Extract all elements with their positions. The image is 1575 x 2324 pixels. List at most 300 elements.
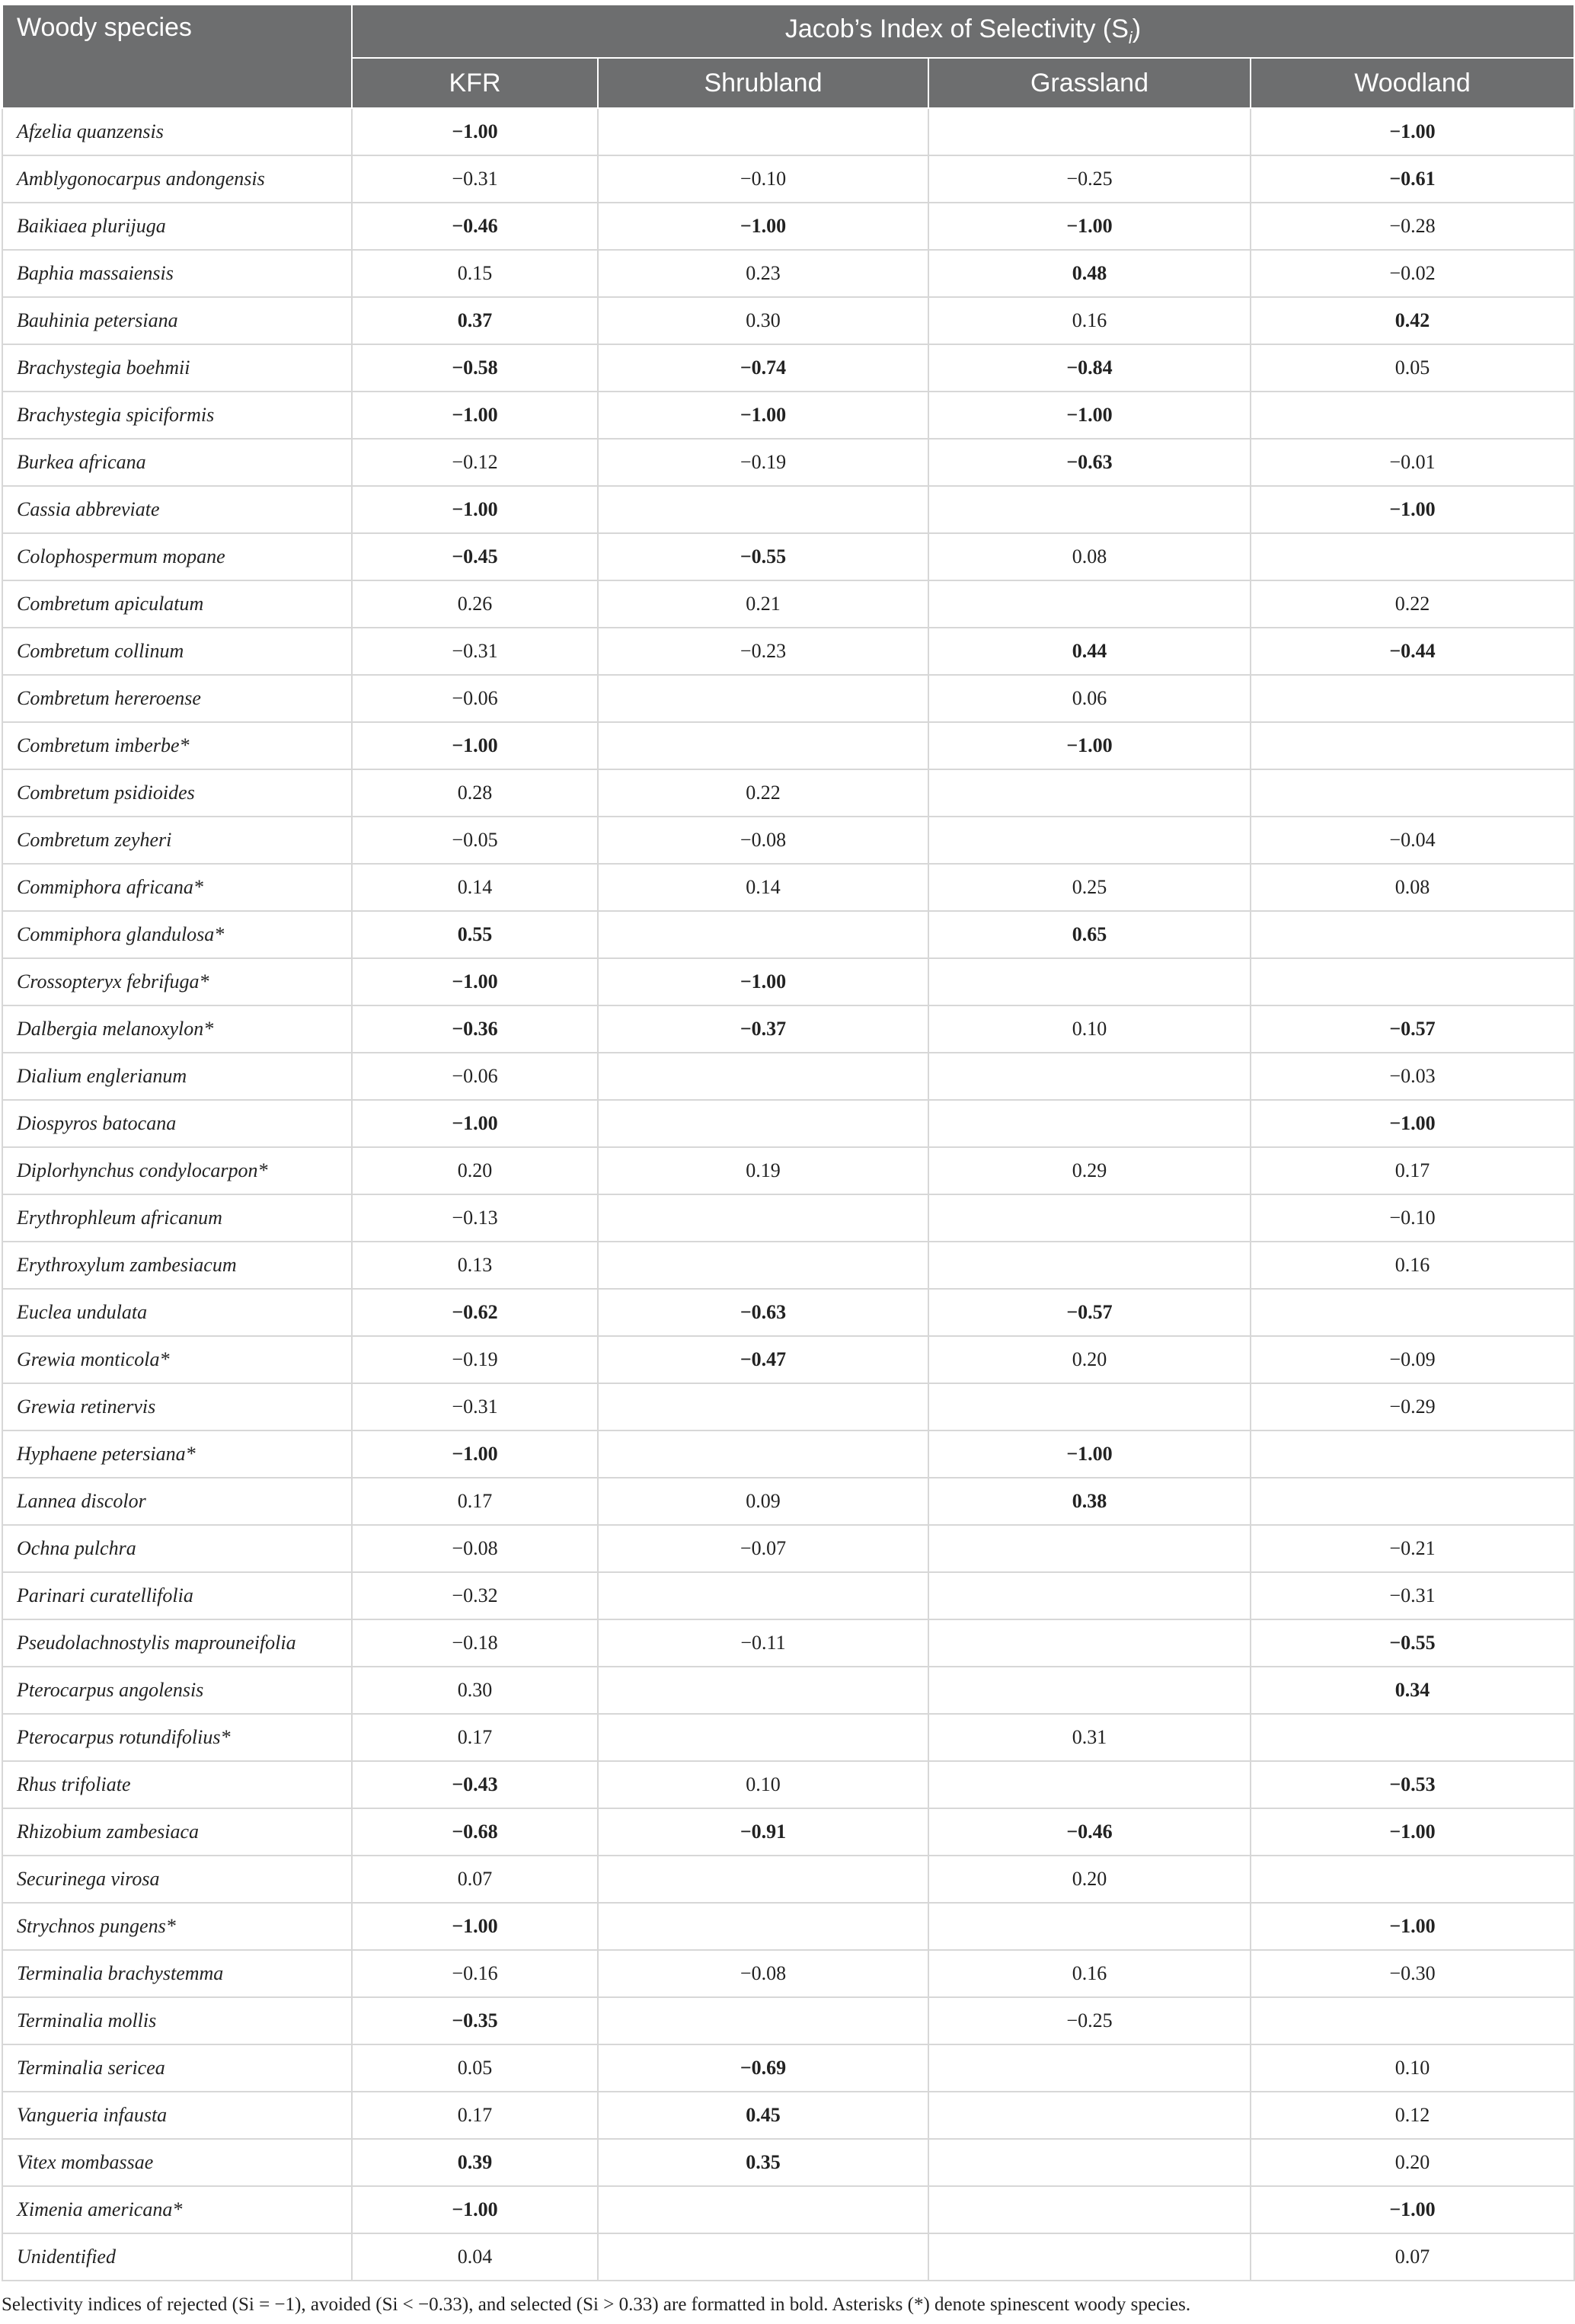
cell-grassland — [928, 392, 1251, 439]
cell-woodland — [1251, 1431, 1574, 1478]
value-shrubland: −0.19 — [740, 451, 787, 473]
cell-woodland — [1251, 1667, 1574, 1714]
value-kfr: −0.32 — [452, 1584, 498, 1606]
species-name: Hyphaene petersiana* — [2, 1431, 352, 1478]
cell-woodland — [1251, 533, 1574, 580]
cell-woodland — [1251, 1194, 1574, 1242]
cell-woodland — [1251, 439, 1574, 486]
cell-woodland — [1251, 392, 1574, 439]
species-name: Baphia massaiensis — [2, 250, 352, 297]
value-woodland: 0.17 — [1394, 1159, 1430, 1181]
cell-woodland — [1251, 722, 1574, 769]
cell-grassland — [928, 250, 1251, 297]
value-kfr: −0.16 — [452, 1962, 498, 1984]
value-grassland: 0.16 — [1072, 309, 1107, 331]
value-kfr: 0.07 — [457, 1868, 493, 1890]
value-woodland: −0.10 — [1389, 1207, 1436, 1229]
cell-grassland — [928, 1005, 1251, 1053]
value-kfr: −0.08 — [452, 1537, 498, 1559]
cell-woodland — [1251, 155, 1574, 203]
cell-kfr — [352, 628, 598, 675]
value-kfr: 0.39 — [457, 2151, 493, 2173]
value-woodland: −1.00 — [1389, 120, 1436, 142]
species-name: Brachystegia spiciformis — [2, 392, 352, 439]
table-row — [2, 817, 1574, 864]
value-woodland: 0.07 — [1394, 2246, 1430, 2268]
cell-grassland — [928, 1336, 1251, 1383]
value-kfr: 0.20 — [457, 1159, 493, 1181]
species-name: Ximenia americana* — [2, 2186, 352, 2233]
value-shrubland: −0.37 — [740, 1018, 787, 1040]
cell-kfr — [352, 1289, 598, 1336]
index-group-subscript: i — [1128, 27, 1133, 47]
cell-grassland — [928, 1997, 1251, 2044]
cell-shrubland — [598, 392, 928, 439]
table-row — [2, 297, 1574, 344]
table-row — [2, 2092, 1574, 2139]
value-woodland: −0.53 — [1389, 1773, 1436, 1795]
cell-kfr — [352, 203, 598, 250]
cell-woodland — [1251, 2186, 1574, 2233]
value-shrubland: 0.30 — [746, 309, 781, 331]
table-row — [2, 2044, 1574, 2092]
value-kfr: −1.00 — [452, 1915, 498, 1937]
cell-woodland — [1251, 1761, 1574, 1808]
cell-kfr — [352, 297, 598, 344]
value-woodland: 0.08 — [1394, 876, 1430, 898]
cell-shrubland — [598, 675, 928, 722]
value-grassland: −0.25 — [1066, 168, 1113, 190]
value-kfr: −1.00 — [452, 734, 498, 756]
cell-kfr — [352, 1336, 598, 1383]
cell-woodland — [1251, 1147, 1574, 1194]
table-row — [2, 392, 1574, 439]
cell-kfr — [352, 2139, 598, 2186]
value-woodland: −0.30 — [1389, 1962, 1436, 1984]
species-name: Combretum apiculatum — [2, 580, 352, 628]
value-grassland: 0.20 — [1072, 1348, 1107, 1370]
table-row — [2, 675, 1574, 722]
value-kfr: −1.00 — [452, 2198, 498, 2220]
species-name: Terminalia brachystemma — [2, 1950, 352, 1997]
value-shrubland: 0.45 — [746, 2104, 781, 2126]
value-shrubland: −0.47 — [740, 1348, 787, 1370]
cell-shrubland — [598, 344, 928, 392]
cell-kfr — [352, 580, 598, 628]
table-row — [2, 1005, 1574, 1053]
cell-kfr — [352, 1005, 598, 1053]
cell-shrubland — [598, 486, 928, 533]
cell-kfr — [352, 1100, 598, 1147]
value-shrubland: −1.00 — [740, 404, 787, 426]
species-name: Vitex mombassae — [2, 2139, 352, 2186]
cell-shrubland — [598, 2139, 928, 2186]
cell-shrubland — [598, 1808, 928, 1856]
value-kfr: −1.00 — [452, 1443, 498, 1465]
species-name: Burkea africana — [2, 439, 352, 486]
species-name: Lannea discolor — [2, 1478, 352, 1525]
table-row — [2, 2233, 1574, 2281]
cell-kfr — [352, 1619, 598, 1667]
cell-grassland — [928, 2092, 1251, 2139]
value-kfr: 0.05 — [457, 2057, 493, 2079]
value-grassland: 0.10 — [1072, 1018, 1107, 1040]
cell-woodland — [1251, 2044, 1574, 2092]
table-header — [2, 5, 1574, 108]
cell-shrubland — [598, 1903, 928, 1950]
value-shrubland: −0.74 — [740, 356, 787, 379]
cell-shrubland — [598, 722, 928, 769]
value-shrubland: −0.07 — [740, 1537, 787, 1559]
species-name: Terminalia sericea — [2, 2044, 352, 2092]
cell-grassland — [928, 864, 1251, 911]
cell-shrubland — [598, 1572, 928, 1619]
cell-shrubland — [598, 1714, 928, 1761]
cell-kfr — [352, 1525, 598, 1572]
value-shrubland: −1.00 — [740, 970, 787, 993]
value-shrubland: −1.00 — [740, 215, 787, 237]
cell-grassland — [928, 769, 1251, 817]
value-woodland: 0.12 — [1394, 2104, 1430, 2126]
value-kfr: −1.00 — [452, 404, 498, 426]
cell-kfr — [352, 864, 598, 911]
cell-woodland — [1251, 297, 1574, 344]
cell-grassland — [928, 911, 1251, 958]
cell-shrubland — [598, 1525, 928, 1572]
value-woodland: −0.02 — [1389, 262, 1436, 284]
cell-grassland — [928, 203, 1251, 250]
table-row — [2, 344, 1574, 392]
cell-grassland — [928, 1714, 1251, 1761]
species-name: Parinari curatellifolia — [2, 1572, 352, 1619]
species-name: Bauhinia petersiana — [2, 297, 352, 344]
cell-woodland — [1251, 1619, 1574, 1667]
cell-grassland — [928, 2044, 1251, 2092]
species-name: Cassia abbreviate — [2, 486, 352, 533]
table-row — [2, 486, 1574, 533]
species-name: Pterocarpus rotundifolius* — [2, 1714, 352, 1761]
cell-grassland — [928, 958, 1251, 1005]
cell-shrubland — [598, 1053, 928, 1100]
species-name: Brachystegia boehmii — [2, 344, 352, 392]
cell-grassland — [928, 580, 1251, 628]
cell-kfr — [352, 1478, 598, 1525]
cell-kfr — [352, 769, 598, 817]
value-woodland: 0.22 — [1394, 593, 1430, 615]
cell-shrubland — [598, 2092, 928, 2139]
cell-shrubland — [598, 1431, 928, 1478]
cell-grassland — [928, 1289, 1251, 1336]
table-row — [2, 1714, 1574, 1761]
value-kfr: −0.68 — [452, 1821, 498, 1843]
value-grassland: 0.16 — [1072, 1962, 1107, 1984]
value-shrubland: −0.91 — [740, 1821, 787, 1843]
cell-woodland — [1251, 1714, 1574, 1761]
cell-shrubland — [598, 1005, 928, 1053]
value-shrubland: −0.08 — [740, 1962, 787, 1984]
value-kfr: −1.00 — [452, 1112, 498, 1134]
cell-grassland — [928, 1383, 1251, 1431]
table-row — [2, 1336, 1574, 1383]
value-woodland: −1.00 — [1389, 498, 1436, 520]
value-woodland: 0.34 — [1394, 1679, 1430, 1701]
cell-shrubland — [598, 817, 928, 864]
table-footnote: Selectivity indices of rejected (Si = −1), avoided (Si < −0.33), and selected (Si > 0.33) are formatted in bold. Asterisks (*) denote spinescent woody species. — [2, 2294, 1191, 2315]
cell-grassland — [928, 1667, 1251, 1714]
species-name: Rhizobium zambesiaca — [2, 1808, 352, 1856]
cell-woodland — [1251, 1100, 1574, 1147]
cell-kfr — [352, 817, 598, 864]
cell-kfr — [352, 2233, 598, 2281]
cell-shrubland — [598, 1336, 928, 1383]
cell-grassland — [928, 344, 1251, 392]
cell-shrubland — [598, 958, 928, 1005]
cell-woodland — [1251, 1005, 1574, 1053]
cell-grassland — [928, 1572, 1251, 1619]
value-kfr: −1.00 — [452, 970, 498, 993]
species-name: Pseudolachnostylis maprouneifolia — [2, 1619, 352, 1667]
table-row — [2, 1808, 1574, 1856]
cell-shrubland — [598, 580, 928, 628]
table-row — [2, 2139, 1574, 2186]
value-kfr: −0.43 — [452, 1773, 498, 1795]
cell-kfr — [352, 392, 598, 439]
value-kfr: −0.36 — [452, 1018, 498, 1040]
value-grassland: 0.44 — [1072, 640, 1107, 662]
value-woodland: −0.31 — [1389, 1584, 1436, 1606]
cell-kfr — [352, 722, 598, 769]
value-woodland: −0.03 — [1389, 1065, 1436, 1087]
cell-grassland — [928, 1950, 1251, 1997]
species-name: Euclea undulata — [2, 1289, 352, 1336]
value-woodland: −0.57 — [1389, 1018, 1436, 1040]
cell-kfr — [352, 250, 598, 297]
table-body — [2, 108, 1574, 2281]
species-name: Rhus trifoliate — [2, 1761, 352, 1808]
cell-kfr — [352, 958, 598, 1005]
table-row — [2, 1667, 1574, 1714]
cell-grassland — [928, 1431, 1251, 1478]
cell-kfr — [352, 1053, 598, 1100]
value-shrubland: 0.19 — [746, 1159, 781, 1181]
value-kfr: 0.17 — [457, 1490, 493, 1512]
species-name: Securinega virosa — [2, 1856, 352, 1903]
table-row — [2, 1761, 1574, 1808]
column-header-woodland: Woodland — [1251, 58, 1574, 108]
cell-woodland — [1251, 108, 1574, 155]
table-row — [2, 722, 1574, 769]
table-row — [2, 1997, 1574, 2044]
value-shrubland: −0.10 — [740, 168, 787, 190]
value-shrubland: 0.23 — [746, 262, 781, 284]
value-shrubland: −0.11 — [740, 1632, 786, 1654]
cell-kfr — [352, 1147, 598, 1194]
index-group-header — [352, 5, 1574, 58]
cell-woodland — [1251, 958, 1574, 1005]
value-kfr: 0.15 — [457, 262, 493, 284]
cell-kfr — [352, 108, 598, 155]
species-name: Terminalia mollis — [2, 1997, 352, 2044]
cell-kfr — [352, 1856, 598, 1903]
cell-grassland — [928, 675, 1251, 722]
value-grassland: 0.20 — [1072, 1868, 1107, 1890]
cell-grassland — [928, 1194, 1251, 1242]
cell-woodland — [1251, 2139, 1574, 2186]
cell-woodland — [1251, 1997, 1574, 2044]
table-row — [2, 1619, 1574, 1667]
cell-woodland — [1251, 911, 1574, 958]
value-woodland: −1.00 — [1389, 1821, 1436, 1843]
cell-grassland — [928, 439, 1251, 486]
value-kfr: 0.37 — [457, 309, 493, 331]
cell-kfr — [352, 344, 598, 392]
cell-shrubland — [598, 628, 928, 675]
value-grassland: 0.38 — [1072, 1490, 1107, 1512]
cell-grassland — [928, 1053, 1251, 1100]
cell-shrubland — [598, 108, 928, 155]
cell-grassland — [928, 1242, 1251, 1289]
cell-kfr — [352, 1808, 598, 1856]
table-row — [2, 1289, 1574, 1336]
value-shrubland: −0.69 — [740, 2057, 787, 2079]
species-name: Colophospermum mopane — [2, 533, 352, 580]
value-grassland: 0.29 — [1072, 1159, 1107, 1181]
value-kfr: −0.45 — [452, 545, 498, 567]
value-shrubland: 0.22 — [746, 782, 781, 804]
cell-shrubland — [598, 533, 928, 580]
cell-woodland — [1251, 628, 1574, 675]
value-kfr: 0.14 — [457, 876, 493, 898]
value-kfr: −0.62 — [452, 1301, 498, 1323]
value-woodland: −0.44 — [1389, 640, 1436, 662]
cell-grassland — [928, 2233, 1251, 2281]
cell-woodland — [1251, 1336, 1574, 1383]
value-kfr: −0.35 — [452, 2009, 498, 2032]
value-kfr: −0.05 — [452, 829, 498, 851]
value-shrubland: 0.14 — [746, 876, 781, 898]
species-name: Combretum psidioides — [2, 769, 352, 817]
cell-kfr — [352, 911, 598, 958]
value-woodland: 0.42 — [1394, 309, 1430, 331]
value-shrubland: 0.21 — [746, 593, 781, 615]
value-woodland: 0.05 — [1394, 356, 1430, 379]
cell-kfr — [352, 1714, 598, 1761]
table-row — [2, 250, 1574, 297]
table-row — [2, 769, 1574, 817]
value-woodland: −0.04 — [1389, 829, 1436, 851]
table-row — [2, 2186, 1574, 2233]
cell-shrubland — [598, 439, 928, 486]
cell-shrubland — [598, 203, 928, 250]
table-row — [2, 203, 1574, 250]
value-kfr: 0.28 — [457, 782, 493, 804]
cell-grassland — [928, 2186, 1251, 2233]
table-row — [2, 864, 1574, 911]
cell-shrubland — [598, 1950, 928, 1997]
value-woodland: −0.01 — [1389, 451, 1436, 473]
cell-kfr — [352, 2092, 598, 2139]
cell-woodland — [1251, 2092, 1574, 2139]
value-grassland: −0.84 — [1066, 356, 1113, 379]
table-row — [2, 108, 1574, 155]
cell-grassland — [928, 1147, 1251, 1194]
table-row — [2, 580, 1574, 628]
table-row — [2, 1572, 1574, 1619]
table-row — [2, 1478, 1574, 1525]
table-row — [2, 439, 1574, 486]
value-kfr: −0.31 — [452, 640, 498, 662]
cell-grassland — [928, 297, 1251, 344]
cell-kfr — [352, 1572, 598, 1619]
cell-shrubland — [598, 864, 928, 911]
cell-woodland — [1251, 1950, 1574, 1997]
cell-kfr — [352, 1950, 598, 1997]
species-name: Dalbergia melanoxylon* — [2, 1005, 352, 1053]
cell-grassland — [928, 1903, 1251, 1950]
cell-shrubland — [598, 769, 928, 817]
cell-shrubland — [598, 1194, 928, 1242]
cell-woodland — [1251, 580, 1574, 628]
cell-kfr — [352, 155, 598, 203]
cell-shrubland — [598, 155, 928, 203]
cell-shrubland — [598, 1667, 928, 1714]
cell-kfr — [352, 1903, 598, 1950]
value-grassland: 0.06 — [1072, 687, 1107, 709]
cell-shrubland — [598, 297, 928, 344]
cell-woodland — [1251, 864, 1574, 911]
value-kfr: −0.06 — [452, 687, 498, 709]
value-woodland: 0.16 — [1394, 1254, 1430, 1276]
cell-woodland — [1251, 1903, 1574, 1950]
value-woodland: 0.10 — [1394, 2057, 1430, 2079]
value-shrubland: 0.10 — [746, 1773, 781, 1795]
species-name: Grewia retinervis — [2, 1383, 352, 1431]
cell-kfr — [352, 1431, 598, 1478]
table-row — [2, 911, 1574, 958]
cell-shrubland — [598, 2044, 928, 2092]
value-kfr: 0.17 — [457, 2104, 493, 2126]
value-woodland: −0.55 — [1389, 1632, 1436, 1654]
table-row — [2, 1194, 1574, 1242]
value-kfr: 0.55 — [457, 923, 493, 945]
table-row — [2, 1950, 1574, 1997]
cell-grassland — [928, 817, 1251, 864]
value-grassland: −1.00 — [1066, 1443, 1113, 1465]
cell-kfr — [352, 1194, 598, 1242]
value-shrubland: 0.09 — [746, 1490, 781, 1512]
cell-kfr — [352, 2044, 598, 2092]
species-name: Grewia monticola* — [2, 1336, 352, 1383]
cell-kfr — [352, 1242, 598, 1289]
table-row — [2, 1856, 1574, 1903]
cell-shrubland — [598, 1761, 928, 1808]
cell-kfr — [352, 1997, 598, 2044]
cell-shrubland — [598, 250, 928, 297]
value-shrubland: 0.35 — [746, 2151, 781, 2173]
value-shrubland: −0.55 — [740, 545, 787, 567]
cell-kfr — [352, 533, 598, 580]
value-shrubland: −0.63 — [740, 1301, 787, 1323]
cell-grassland — [928, 1525, 1251, 1572]
value-kfr: −0.18 — [452, 1632, 498, 1654]
table-row — [2, 155, 1574, 203]
table-row — [2, 628, 1574, 675]
value-grassland: −0.63 — [1066, 451, 1113, 473]
species-name: Combretum collinum — [2, 628, 352, 675]
value-woodland: −0.21 — [1389, 1537, 1436, 1559]
species-name: Combretum zeyheri — [2, 817, 352, 864]
value-woodland: −0.29 — [1389, 1395, 1436, 1418]
